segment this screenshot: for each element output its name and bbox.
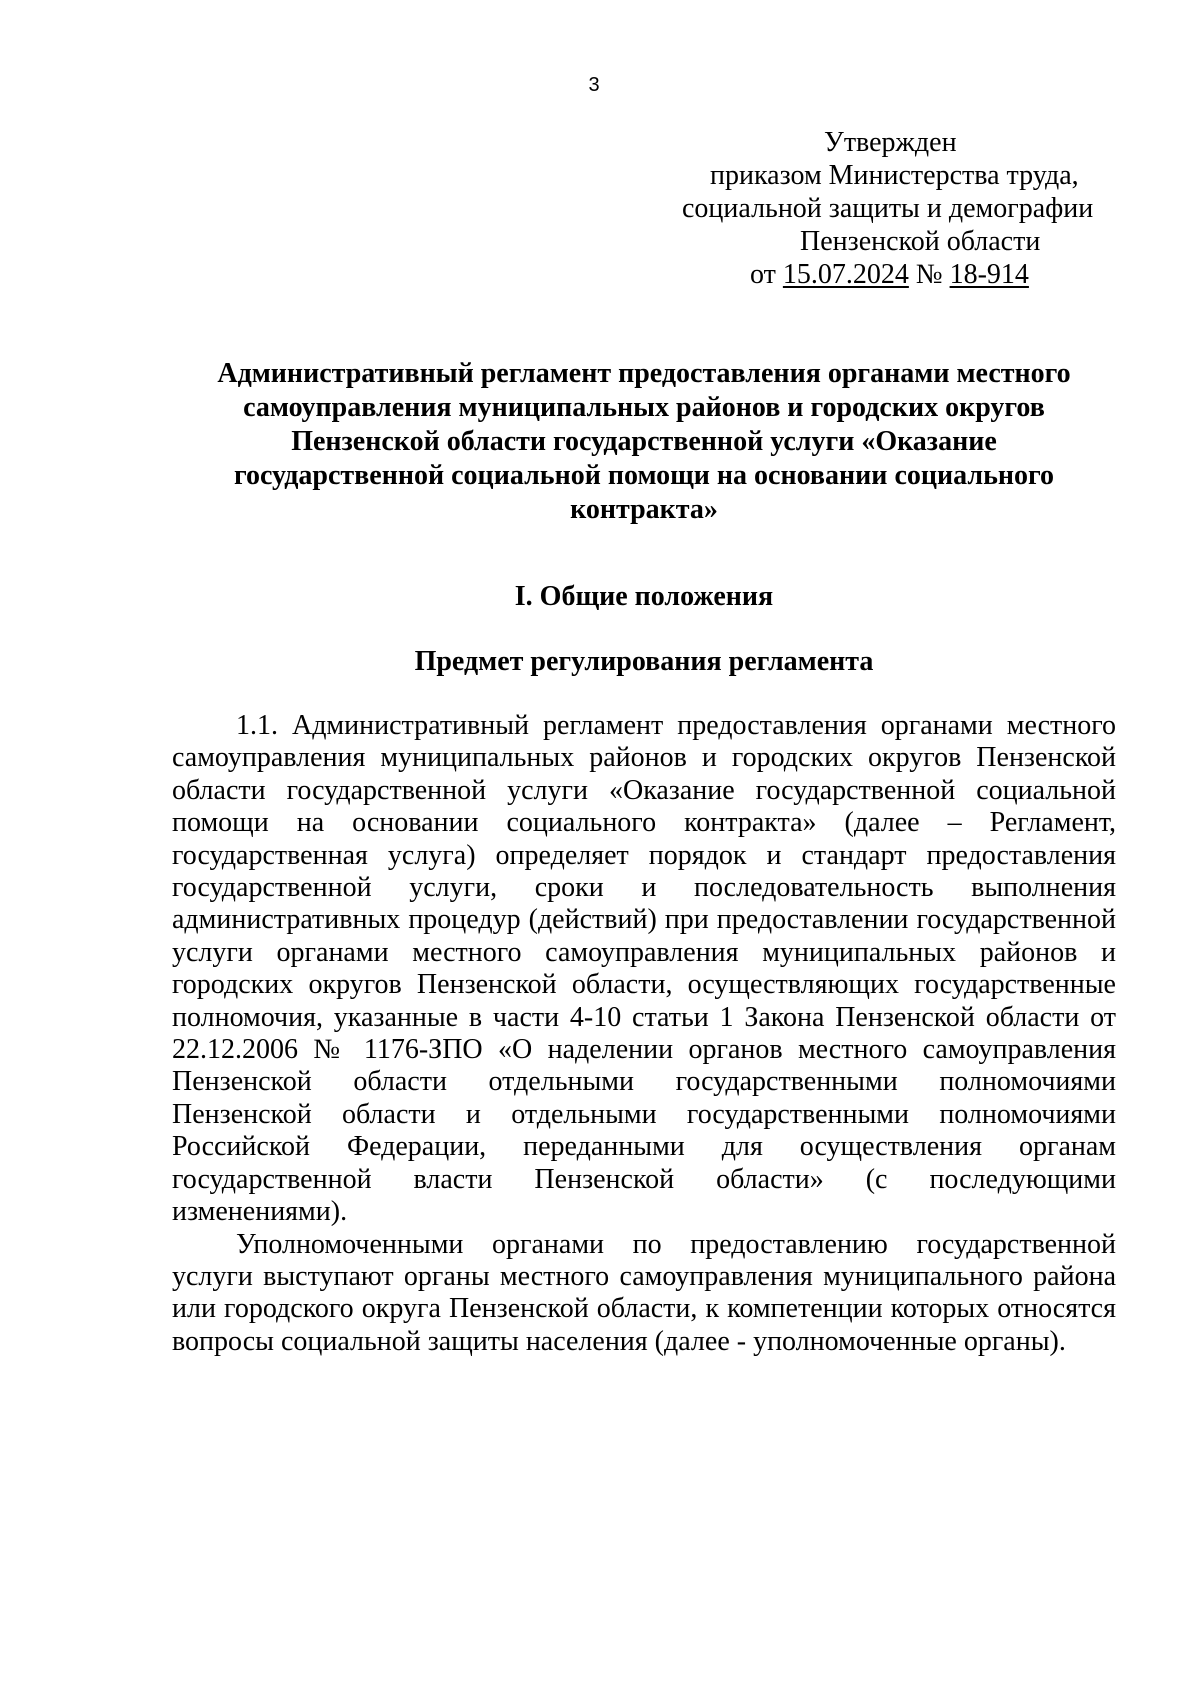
approval-date: 15.07.2024 (782, 259, 909, 290)
subsection-heading: Предмет регулирования регламента (414, 646, 874, 677)
paragraph-authorized-bodies: Уполномоченными органами по предоставлению государственной услуги выступают органы местного самоуправления муниципального района или городского округа Пензенской области, к компетенции которых относятся вопросы социальной защиты населения (далее - уполномоченные органы). (172, 1228, 1116, 1357)
page-number: 3 (588, 74, 600, 96)
document-title-line: Пензенской области государственной услуги «Оказание (291, 426, 997, 457)
approval-number-prefix: № (915, 259, 943, 290)
document-title-line: Административный регламент предоставления органами местного (217, 358, 1071, 389)
document-title (172, 357, 1116, 527)
approval-line-ministry: социальной защиты и демографии (682, 193, 1094, 224)
document-title-line: самоуправления муниципальных районов и городских округов (243, 392, 1045, 423)
paragraph-1-1: 1.1. Административный регламент предоставления органами местного самоуправления муниципальных районов и городских округов Пензенской области государственной услуги «Оказание государственной социальной помощи на основании социального контракта» (далее – Регламент, государственная услуга) определяет порядок и стандарт предоставления государственной услуги, сроки и последовательность выполнения административных процедур (действий) при предоставлении государственной услуги органами местного самоуправления муниципальных районов и городских округов Пензенской области, осуществляющих государственные полномочия, указанные в части 4-10 статьи 1 Закона Пензенской области от 22.12.2006 № 1176-ЗПО «О наделении органов местного самоуправления Пензенской области отдельными государственными полномочиями Пензенской области и отдельными государственными полномочиями Российской Федерации, переданными для осуществления органам государственной власти Пензенской области» (с последующими изменениями). (172, 710, 1116, 1228)
document-body (172, 710, 1116, 1358)
approval-line-approved: Утвержден (824, 127, 957, 158)
approval-line-order: приказом Министерства труда, (710, 160, 1079, 191)
approval-block (600, 126, 1130, 291)
approval-line-region: Пензенской области (800, 226, 1041, 257)
approval-date-prefix: от (750, 259, 776, 290)
approval-number: 18-914 (949, 259, 1029, 290)
approval-line-date-number (600, 258, 1130, 291)
document-title-line: контракта» (570, 494, 718, 525)
section-heading: I. Общие положения (514, 581, 774, 612)
document-title-line: государственной социальной помощи на основании социального (233, 460, 1055, 491)
